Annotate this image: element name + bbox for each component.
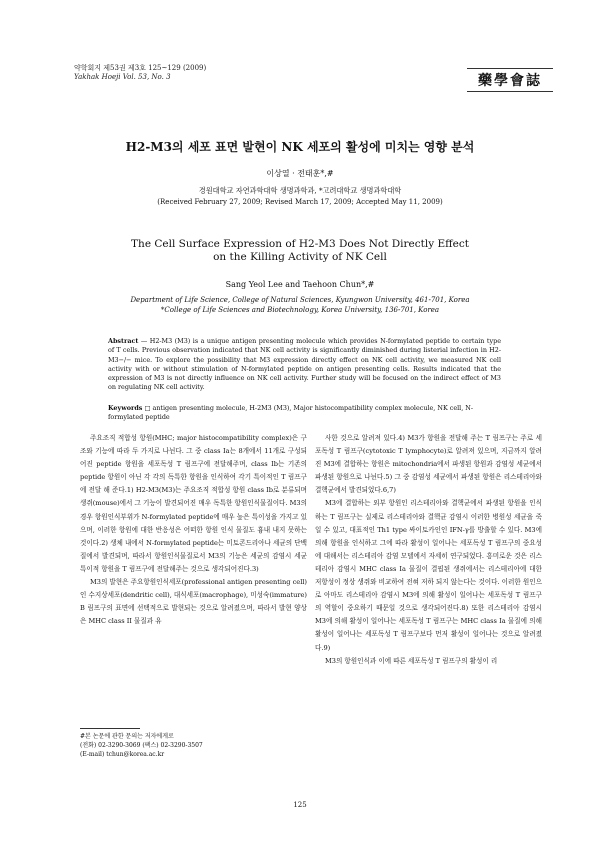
keywords	[108, 404, 501, 423]
keywords-label: Keywords	[108, 404, 143, 412]
left-paragraph-1: 주요조직 적합성 항원(MHC; major histocompatibility complex)은 구조와 기능에 따라 두 가지로 나뉜다. 그 중 class Ia는 8개에서 11개로 구성되어진 peptide 항원을 세포독성 T 림프구에 전달해주며, class Ib는 기존의 peptide 항원이 아닌 각 각의 독특한 항원을 인식하여 각기 특이적인 T 림프구에 전달 해 준다.1) H2-M3(M3)는 주요조직 적합성 항원 class Ib로 분류되며 생쥐(mouse)에서 그 기능이 발견되어진 매우 독특한 항원인식물질이다. M3의 경우 항원인식부위가 N-formylated peptide에 매우 높은 특이성을 가지고 있으며, 이러한 항원에 대한 반응성은 어떠한 항원 인식 물질도 흉내 내지 못하는 것이다.2) 생체 내에서 N-formylated peptide는 미토콘드리아나 세균의 단백질에서 발견되며, 따라서 항원인식물질로서 M3의 기능은 세균의 감염시 세균 특이적 항원을 T 림프구에 전달해주는 것으로 생각되어진다.3)	[80, 434, 307, 573]
left-paragraph-2: M3의 발현은 주요항원인식세포(professional antigen presenting cell)인 수지상세포(dendritic cell), 대식세포(macrophage), 미성숙(immature) B 림프구의 표면에 선택적으로 발현되는 것으로 알려졌으며, 따라서 발현 양상은 MHC class II 물질과 유	[80, 578, 307, 626]
received-dates: (Received February 27, 2009; Revised March 17, 2009; Accepted May 11, 2009)	[157, 198, 443, 206]
journal-header	[74, 64, 206, 82]
journal-citation-ko: 약학회지 제53권 제3호 125~129 (2009)	[74, 64, 207, 72]
keywords-text: □ antigen presenting molecule, H-2M3 (M3), Major histocompatibility complex molecule, NK cell, N-formylated peptide	[108, 404, 474, 422]
abstract	[108, 337, 501, 393]
right-paragraph-1: 사한 것으로 알려져 있다.4) M3가 항원을 전달해 주는 T 림프구는 주로 세포독성 T 림프구(cytotoxic T lymphocyte)로 알려져 있으며, 지금까지 알려진 M3에 결합하는 항원은 mitochondria에서 파생된 항원과 감염성 세균에서 파생된 항원으로 나뉜다.5) 그 중 감염성 세균에서 파생된 항원은 리스테리아와 결핵균에서 발견되었다.6,7)	[315, 434, 542, 495]
abstract-text: — H2-M3 (M3) is a unique antigen presenting molecule which provides N-formylated peptide to certain type of T cells. Previous observation indicated that NK cell activity is significantly diminished during listerial infection in H2-M3−/− mice. To explore the possibility that M3 expression directly effect on NK cell activity, we measured NK cell activity with or without stimulation of N-formylated peptide on antigen presenting cells. Results indicated that the expression of M3 is not directly influence on NK cell activity. Further study will be focused on the indirect effect of M3 on regulating NK cell activity.	[108, 337, 501, 392]
footnote-phone: (전화) 02-3290-3069 (팩스) 02-3290-3507	[80, 742, 203, 749]
journal-logo	[467, 68, 553, 92]
korean-title: H2-M3의 세포 표면 발현이 NK 세포의 활성에 미치는 영향 분석	[125, 140, 475, 154]
english-title-line-2: on the Killing Activity of NK Cell	[213, 251, 387, 263]
journal-citation-en: Yakhak Hoeji Vol. 53, No. 3	[74, 73, 171, 81]
journal-logo-text: 藥學會誌	[478, 73, 542, 89]
page-number: 125	[293, 801, 307, 809]
left-column	[80, 432, 307, 628]
abstract-label: Abstract	[108, 337, 139, 345]
english-affiliation-line-1: Department of Life Science, College of Natural Sciences, Kyungwon University, 461-701, Korea	[130, 296, 470, 304]
english-affiliation-line-2: *College of Life Sciences and Biotechnology, Korea University, 136-701, Korea	[160, 306, 440, 314]
right-paragraph-3: M3의 항원인식과 이에 따른 세포독성 T 림프구의 활성이 리	[325, 656, 498, 665]
english-title-line-1: The Cell Surface Expression of H2-M3 Does Not Directly Effect	[131, 238, 469, 250]
footnote-line-1: #본 논문에 관한 문의는 저자에게로	[80, 733, 174, 740]
korean-authors: 이상열 · 전태훈*,#	[266, 169, 334, 178]
english-authors: Sang Yeol Lee and Taehoon Chun*,#	[225, 280, 375, 289]
footnote-email: (E-mail) tchun@korea.ac.kr	[80, 751, 165, 758]
right-column	[315, 432, 542, 668]
english-title	[40, 238, 560, 264]
korean-affiliation: 경원대학교 자연과학대학 생명과학과, *고려대학교 생명과학대학	[198, 186, 402, 195]
footnote-divider	[80, 728, 140, 729]
right-paragraph-2: M3에 결합하는 외부 항원인 리스테리아와 결핵균에서 파생된 항원을 인식하는 T 림프구는 실제로 리스테리아와 결핵균 감염시 이러한 병원성 세균을 죽일 수 있고, 대표적인 Th1 type 싸이토카인인 IFN-γ를 방출할 수 있다. M3에 의해 항원을 인식하고 그에 따라 활성이 일어나는 세포독성 T 림프구의 중요성에 대해서는 리스테리아 감염 모델에서 자세히 연구되었다. 흥미로운 것은 리스테리아 감염시 MHC class Ia 물질이 결핍된 생쥐에서는 리스테리아에 대한 저항성이 정상 생쥐와 비교하여 전혀 저하 되지 않는다는 것이다. 이러한 원인으로 아마도 리스테리아 감염시 M3에 의해 활성이 일어나는 세포독성 T 림프구의 역할이 중요하기 때문일 것으로 생각되어진다.8) 또한 리스테리아 감염시 M3에 의해 활성이 일어나는 세포독성 T 림프구는 MHC class Ia 물질에 의해 활성이 일어나는 세포독성 T 림프구보다 먼저 활성이 일어나는 것으로 알려졌다.9)	[315, 499, 542, 652]
english-affiliation	[40, 295, 560, 315]
footnote	[80, 732, 203, 759]
